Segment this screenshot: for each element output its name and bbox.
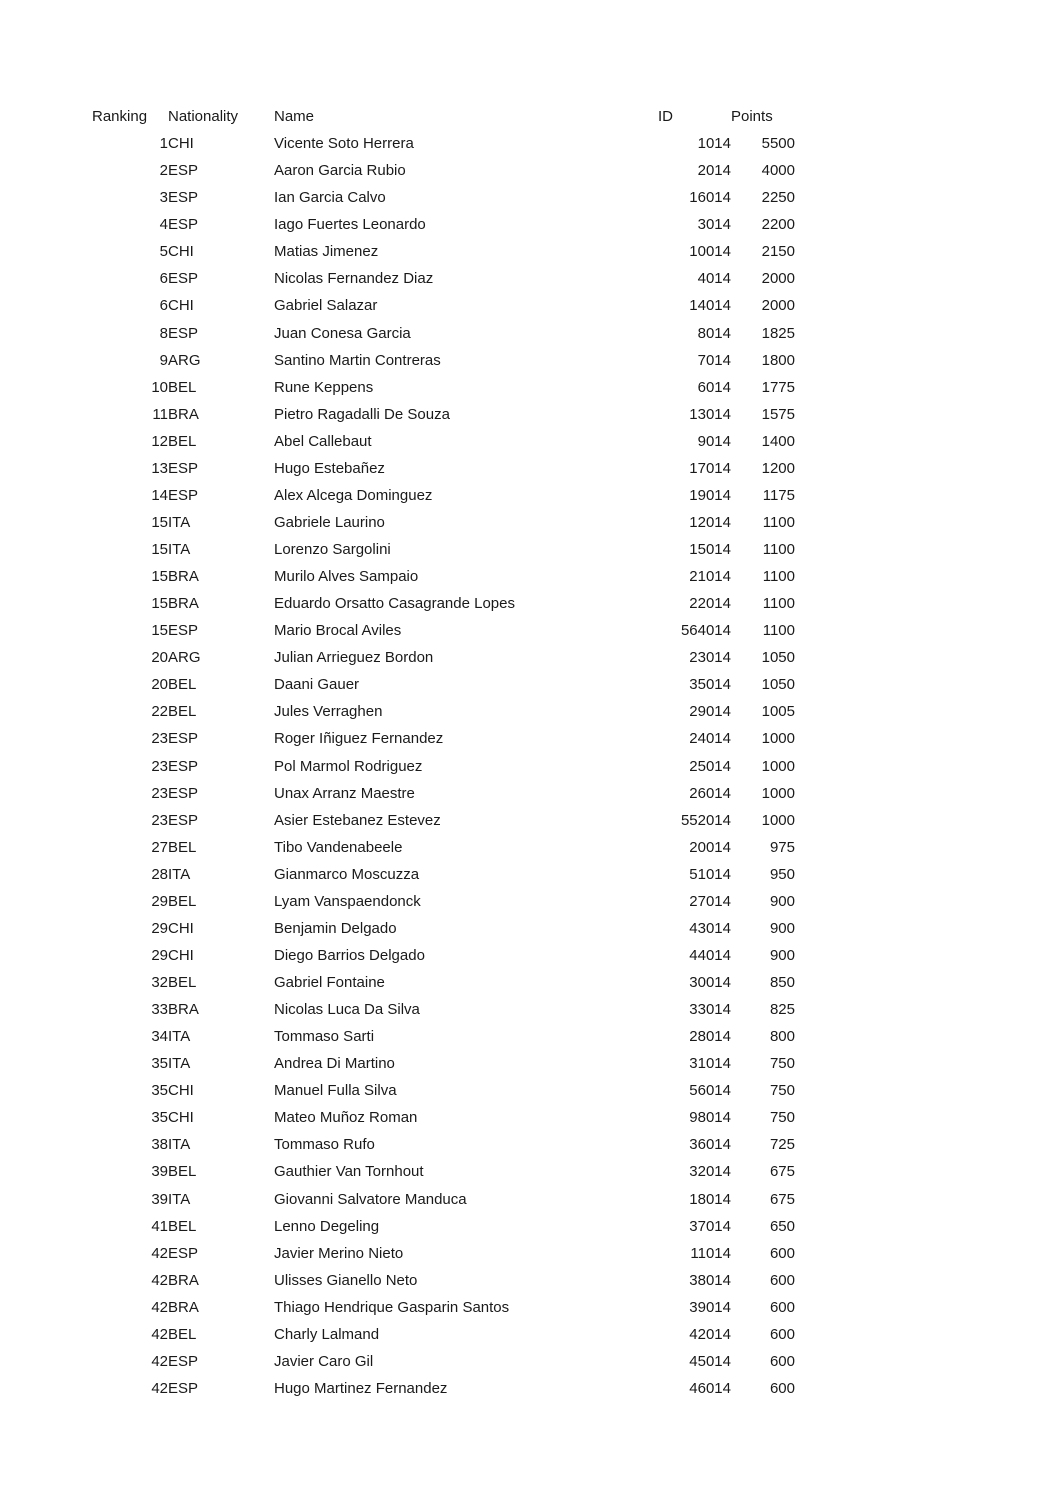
cell-id: 2014 bbox=[697, 162, 731, 180]
cell-id: 35014 bbox=[689, 676, 731, 694]
cell-nationality: ITA bbox=[168, 1190, 191, 1208]
cell-points: 900 bbox=[769, 892, 795, 910]
table-row bbox=[92, 347, 795, 374]
cell-name: Gianmarco Moscuzza bbox=[274, 865, 420, 883]
cell-nationality: BRA bbox=[168, 568, 199, 586]
cell-nationality: ESP bbox=[168, 757, 199, 775]
cell-name: Lyam Vanspaendonck bbox=[274, 892, 421, 910]
cell-name: Aaron Garcia Rubio bbox=[274, 162, 406, 180]
cell-points: 1000 bbox=[761, 784, 795, 802]
cell-name: Thiago Hendrique Gasparin Santos bbox=[274, 1298, 510, 1316]
cell-ranking: 13 bbox=[151, 459, 168, 477]
cell-nationality: CHI bbox=[168, 1109, 194, 1127]
cell-ranking: 15 bbox=[151, 513, 168, 531]
cell-name: Daani Gauer bbox=[274, 676, 360, 694]
cell-id: 37014 bbox=[689, 1217, 731, 1235]
table-row bbox=[92, 1213, 795, 1240]
cell-name: Tommaso Rufo bbox=[274, 1136, 375, 1154]
cell-points: 650 bbox=[769, 1217, 795, 1235]
table-row bbox=[92, 915, 795, 942]
table-row bbox=[92, 455, 795, 482]
cell-nationality: BEL bbox=[168, 703, 197, 721]
cell-ranking: 4 bbox=[159, 216, 168, 234]
cell-ranking: 8 bbox=[159, 324, 168, 342]
cell-id: 98014 bbox=[689, 1109, 731, 1127]
cell-nationality: CHI bbox=[168, 1082, 194, 1100]
table-row bbox=[92, 374, 795, 401]
cell-name: Mateo Muñoz Roman bbox=[274, 1109, 418, 1127]
cell-id: 21014 bbox=[689, 568, 731, 586]
table-row bbox=[92, 617, 795, 644]
cell-name: Unax Arranz Maestre bbox=[274, 784, 415, 802]
cell-ranking: 35 bbox=[151, 1109, 168, 1127]
cell-ranking: 42 bbox=[151, 1325, 168, 1343]
cell-points: 5500 bbox=[761, 135, 795, 153]
cell-points: 675 bbox=[769, 1163, 795, 1181]
table-row bbox=[92, 1348, 795, 1375]
cell-points: 1575 bbox=[761, 405, 795, 423]
column-header-name: Name bbox=[274, 108, 315, 125]
cell-name: Gabriele Laurino bbox=[274, 513, 385, 531]
table-row bbox=[92, 563, 795, 590]
cell-nationality: ESP bbox=[168, 1244, 199, 1262]
table-row bbox=[92, 888, 795, 915]
cell-ranking: 14 bbox=[151, 486, 168, 504]
cell-points: 750 bbox=[769, 1109, 795, 1127]
table-row bbox=[92, 1267, 795, 1294]
cell-nationality: BEL bbox=[168, 1163, 197, 1181]
cell-nationality: CHI bbox=[168, 243, 194, 261]
cell-points: 1000 bbox=[761, 757, 795, 775]
cell-nationality: ITA bbox=[168, 865, 191, 883]
cell-nationality: ARG bbox=[168, 351, 201, 369]
cell-name: Ulisses Gianello Neto bbox=[274, 1271, 418, 1289]
cell-nationality: ESP bbox=[168, 270, 199, 288]
cell-ranking: 1 bbox=[159, 135, 168, 153]
cell-name: Charly Lalmand bbox=[274, 1325, 380, 1343]
cell-points: 1005 bbox=[761, 703, 795, 721]
table-row bbox=[92, 1104, 795, 1131]
cell-nationality: ESP bbox=[168, 1379, 199, 1397]
cell-id: 36014 bbox=[689, 1136, 731, 1154]
cell-points: 1175 bbox=[762, 486, 795, 504]
cell-nationality: ITA bbox=[168, 1055, 191, 1073]
cell-points: 1100 bbox=[762, 541, 795, 558]
cell-id: 564014 bbox=[680, 622, 731, 640]
cell-points: 1050 bbox=[761, 676, 795, 694]
cell-nationality: CHI bbox=[168, 297, 194, 315]
cell-id: 29014 bbox=[689, 703, 731, 721]
table-row bbox=[92, 184, 795, 211]
table-row bbox=[92, 780, 795, 807]
cell-points: 825 bbox=[769, 1001, 795, 1019]
cell-name: Lorenzo Sargolini bbox=[274, 541, 391, 558]
cell-nationality: ITA bbox=[168, 513, 191, 531]
table-row bbox=[92, 401, 795, 428]
cell-points: 1775 bbox=[761, 378, 795, 396]
cell-points: 1800 bbox=[761, 351, 795, 369]
cell-name: Julian Arrieguez Bordon bbox=[274, 649, 434, 667]
cell-id: 39014 bbox=[689, 1298, 731, 1316]
cell-name: Roger Iñiguez Fernandez bbox=[274, 730, 444, 748]
cell-points: 1825 bbox=[761, 324, 795, 342]
cell-ranking: 41 bbox=[151, 1217, 168, 1235]
cell-ranking: 23 bbox=[151, 784, 168, 802]
column-header-ranking: Ranking bbox=[92, 108, 148, 125]
cell-ranking: 34 bbox=[151, 1028, 168, 1046]
cell-ranking: 20 bbox=[151, 676, 168, 694]
table-row bbox=[92, 1240, 795, 1267]
cell-ranking: 42 bbox=[151, 1244, 168, 1262]
cell-ranking: 11 bbox=[152, 405, 168, 423]
table-row bbox=[92, 753, 795, 780]
cell-points: 1050 bbox=[761, 649, 795, 667]
cell-name: Pol Marmol Rodriguez bbox=[274, 757, 423, 775]
cell-id: 22014 bbox=[689, 595, 731, 613]
cell-points: 4000 bbox=[761, 162, 795, 180]
cell-id: 28014 bbox=[689, 1028, 731, 1046]
cell-nationality: ARG bbox=[168, 649, 201, 667]
column-header-nationality: Nationality bbox=[168, 108, 239, 125]
cell-name: Ian Garcia Calvo bbox=[274, 189, 386, 207]
cell-points: 975 bbox=[769, 838, 795, 856]
table-row bbox=[92, 1186, 795, 1213]
table-row bbox=[92, 969, 795, 996]
cell-points: 600 bbox=[769, 1379, 795, 1397]
cell-nationality: CHI bbox=[168, 135, 194, 153]
cell-name: Vicente Soto Herrera bbox=[274, 135, 414, 153]
cell-name: Hugo Martinez Fernandez bbox=[274, 1379, 448, 1397]
cell-nationality: BEL bbox=[168, 838, 197, 856]
cell-ranking: 6 bbox=[159, 270, 168, 288]
cell-nationality: CHI bbox=[168, 946, 194, 964]
cell-nationality: BRA bbox=[168, 1271, 199, 1289]
cell-nationality: ESP bbox=[168, 811, 199, 829]
cell-name: Murilo Alves Sampaio bbox=[274, 568, 419, 586]
cell-id: 13014 bbox=[689, 405, 731, 423]
cell-name: Nicolas Luca Da Silva bbox=[274, 1001, 420, 1019]
cell-id: 8014 bbox=[697, 324, 731, 342]
cell-name: Lenno Degeling bbox=[274, 1217, 380, 1235]
table-row bbox=[92, 211, 795, 238]
cell-ranking: 42 bbox=[151, 1298, 168, 1316]
cell-points: 600 bbox=[769, 1352, 795, 1370]
table-row bbox=[92, 157, 795, 184]
cell-nationality: ESP bbox=[168, 324, 199, 342]
cell-id: 23014 bbox=[689, 649, 731, 667]
table-row bbox=[92, 698, 795, 725]
cell-points: 1100 bbox=[762, 595, 795, 613]
cell-name: Giovanni Salvatore Manduca bbox=[274, 1190, 467, 1208]
cell-id: 14014 bbox=[689, 297, 731, 315]
ranking-table bbox=[92, 103, 795, 1402]
table-row bbox=[92, 320, 795, 347]
cell-name: Pietro Ragadalli De Souza bbox=[274, 405, 450, 423]
cell-name: Mario Brocal Aviles bbox=[274, 622, 402, 640]
cell-id: 16014 bbox=[689, 189, 731, 207]
cell-id: 45014 bbox=[689, 1352, 731, 1370]
cell-name: Jules Verraghen bbox=[274, 703, 383, 721]
cell-id: 20014 bbox=[689, 838, 731, 856]
table-row bbox=[92, 644, 795, 671]
cell-id: 38014 bbox=[689, 1271, 731, 1289]
column-header-id: ID bbox=[658, 108, 673, 125]
cell-nationality: BEL bbox=[168, 892, 197, 910]
table-row bbox=[92, 1131, 795, 1158]
cell-name: Gabriel Fontaine bbox=[274, 974, 385, 991]
cell-points: 900 bbox=[769, 919, 795, 937]
cell-nationality: ITA bbox=[168, 541, 191, 558]
cell-nationality: ESP bbox=[168, 189, 199, 207]
cell-ranking: 9 bbox=[159, 351, 168, 369]
cell-nationality: ESP bbox=[168, 1352, 199, 1370]
cell-points: 1100 bbox=[762, 622, 795, 640]
cell-name: Javier Merino Nieto bbox=[274, 1244, 404, 1262]
table-row bbox=[92, 292, 795, 319]
cell-ranking: 33 bbox=[151, 1001, 168, 1019]
cell-points: 2000 bbox=[761, 270, 795, 288]
table-row bbox=[92, 428, 795, 455]
cell-points: 1100 bbox=[762, 568, 795, 586]
table-row bbox=[92, 1023, 795, 1050]
cell-points: 750 bbox=[769, 1082, 795, 1100]
cell-ranking: 29 bbox=[151, 919, 168, 937]
cell-id: 26014 bbox=[689, 784, 731, 802]
table-row bbox=[92, 807, 795, 834]
cell-nationality: ESP bbox=[168, 784, 199, 802]
cell-id: 3014 bbox=[697, 216, 731, 234]
cell-name: Benjamin Delgado bbox=[274, 919, 397, 937]
cell-ranking: 23 bbox=[151, 730, 168, 748]
cell-id: 43014 bbox=[689, 919, 731, 937]
cell-id: 33014 bbox=[689, 1001, 731, 1019]
table-row bbox=[92, 482, 795, 509]
cell-points: 2250 bbox=[761, 189, 795, 207]
cell-ranking: 20 bbox=[151, 649, 168, 667]
table-row bbox=[92, 265, 795, 292]
cell-id: 25014 bbox=[689, 757, 731, 775]
cell-nationality: ESP bbox=[168, 730, 199, 748]
table-row bbox=[92, 1050, 795, 1077]
table-row bbox=[92, 1375, 795, 1402]
cell-ranking: 42 bbox=[151, 1271, 168, 1289]
cell-ranking: 6 bbox=[159, 297, 168, 315]
column-header-points: Points bbox=[731, 108, 773, 125]
cell-id: 9014 bbox=[697, 432, 731, 450]
cell-nationality: ESP bbox=[168, 216, 199, 234]
table-row bbox=[92, 1077, 795, 1104]
cell-nationality: ESP bbox=[168, 622, 199, 640]
cell-id: 44014 bbox=[689, 946, 731, 964]
cell-id: 18014 bbox=[689, 1190, 731, 1208]
cell-nationality: ESP bbox=[168, 486, 199, 504]
cell-id: 1014 bbox=[697, 135, 731, 153]
cell-id: 11014 bbox=[690, 1244, 731, 1262]
table-row bbox=[92, 671, 795, 698]
cell-ranking: 15 bbox=[151, 622, 168, 640]
cell-name: Tibo Vandenabeele bbox=[274, 838, 403, 856]
cell-points: 600 bbox=[769, 1298, 795, 1316]
cell-ranking: 28 bbox=[151, 865, 168, 883]
cell-ranking: 27 bbox=[151, 838, 168, 856]
cell-points: 1200 bbox=[761, 459, 795, 477]
cell-ranking: 23 bbox=[151, 811, 168, 829]
cell-id: 7014 bbox=[697, 351, 731, 369]
cell-ranking: 38 bbox=[151, 1136, 168, 1154]
cell-ranking: 15 bbox=[151, 568, 168, 586]
cell-nationality: BEL bbox=[168, 378, 197, 396]
cell-ranking: 15 bbox=[151, 595, 168, 613]
table-body bbox=[92, 130, 795, 1402]
cell-id: 15014 bbox=[689, 541, 731, 558]
cell-points: 750 bbox=[769, 1055, 795, 1073]
cell-ranking: 32 bbox=[151, 974, 168, 991]
cell-id: 24014 bbox=[689, 730, 731, 748]
cell-id: 46014 bbox=[689, 1379, 731, 1397]
table-row bbox=[92, 590, 795, 617]
cell-nationality: BEL bbox=[168, 974, 197, 991]
cell-id: 19014 bbox=[689, 486, 731, 504]
cell-id: 6014 bbox=[697, 378, 731, 396]
cell-nationality: ESP bbox=[168, 162, 199, 180]
cell-nationality: BEL bbox=[168, 1217, 197, 1235]
cell-name: Gabriel Salazar bbox=[274, 297, 378, 315]
cell-points: 600 bbox=[769, 1271, 795, 1289]
cell-id: 30014 bbox=[689, 974, 731, 991]
cell-nationality: BRA bbox=[168, 405, 199, 423]
table-header-row bbox=[92, 103, 795, 130]
cell-name: Santino Martin Contreras bbox=[274, 351, 441, 369]
cell-id: 10014 bbox=[689, 243, 731, 261]
cell-name: Javier Caro Gil bbox=[274, 1352, 374, 1370]
cell-points: 950 bbox=[769, 865, 795, 883]
cell-points: 1000 bbox=[761, 730, 795, 748]
cell-ranking: 2 bbox=[159, 162, 168, 180]
cell-name: Asier Estebanez Estevez bbox=[274, 811, 441, 829]
cell-id: 552014 bbox=[680, 811, 731, 829]
cell-name: Matias Jimenez bbox=[274, 243, 379, 261]
cell-nationality: ITA bbox=[168, 1136, 191, 1154]
cell-points: 675 bbox=[769, 1190, 795, 1208]
cell-id: 27014 bbox=[689, 892, 731, 910]
table-row bbox=[92, 1158, 795, 1185]
cell-points: 2150 bbox=[761, 243, 795, 261]
cell-points: 2000 bbox=[761, 297, 795, 315]
cell-id: 51014 bbox=[689, 865, 731, 883]
cell-nationality: ESP bbox=[168, 459, 199, 477]
cell-id: 32014 bbox=[689, 1163, 731, 1181]
table-row bbox=[92, 536, 795, 563]
cell-nationality: ITA bbox=[168, 1028, 191, 1046]
table-row bbox=[92, 130, 795, 157]
cell-id: 12014 bbox=[689, 513, 731, 531]
cell-name: Diego Barrios Delgado bbox=[274, 946, 425, 964]
cell-nationality: BEL bbox=[168, 432, 197, 450]
cell-nationality: BRA bbox=[168, 595, 199, 613]
cell-id: 42014 bbox=[689, 1325, 731, 1343]
table-row bbox=[92, 509, 795, 536]
cell-name: Andrea Di Martino bbox=[274, 1055, 395, 1073]
table-row bbox=[92, 1294, 795, 1321]
table-row bbox=[92, 238, 795, 265]
cell-ranking: 12 bbox=[151, 432, 168, 450]
cell-nationality: CHI bbox=[168, 919, 194, 937]
cell-ranking: 42 bbox=[151, 1352, 168, 1370]
cell-ranking: 29 bbox=[151, 946, 168, 964]
cell-ranking: 42 bbox=[151, 1379, 168, 1397]
cell-id: 17014 bbox=[689, 459, 731, 477]
cell-points: 850 bbox=[769, 974, 795, 991]
table-row bbox=[92, 1321, 795, 1348]
cell-name: Alex Alcega Dominguez bbox=[274, 486, 433, 504]
cell-nationality: BRA bbox=[168, 1298, 199, 1316]
cell-points: 1400 bbox=[761, 432, 795, 450]
cell-id: 56014 bbox=[689, 1082, 731, 1100]
cell-ranking: 39 bbox=[151, 1163, 168, 1181]
table-row bbox=[92, 996, 795, 1023]
cell-name: Eduardo Orsatto Casagrande Lopes bbox=[274, 595, 515, 613]
cell-name: Juan Conesa Garcia bbox=[274, 324, 411, 342]
ranking-sheet bbox=[92, 103, 795, 1402]
cell-ranking: 5 bbox=[159, 243, 168, 261]
cell-name: Tommaso Sarti bbox=[274, 1028, 375, 1046]
cell-points: 800 bbox=[769, 1028, 795, 1046]
cell-name: Hugo Estebañez bbox=[274, 459, 385, 477]
cell-name: Iago Fuertes Leonardo bbox=[274, 216, 426, 234]
cell-nationality: BEL bbox=[168, 1325, 197, 1343]
cell-nationality: BEL bbox=[168, 676, 197, 694]
cell-ranking: 10 bbox=[151, 378, 168, 396]
cell-ranking: 23 bbox=[151, 757, 168, 775]
cell-name: Manuel Fulla Silva bbox=[274, 1082, 397, 1100]
cell-ranking: 29 bbox=[151, 892, 168, 910]
cell-ranking: 39 bbox=[151, 1190, 168, 1208]
cell-name: Nicolas Fernandez Diaz bbox=[274, 270, 434, 288]
cell-points: 2200 bbox=[761, 216, 795, 234]
cell-points: 600 bbox=[769, 1325, 795, 1343]
cell-points: 1100 bbox=[762, 513, 795, 531]
cell-ranking: 15 bbox=[151, 541, 168, 558]
cell-ranking: 3 bbox=[159, 189, 168, 207]
table-row bbox=[92, 834, 795, 861]
cell-id: 31014 bbox=[689, 1055, 731, 1073]
cell-name: Abel Callebaut bbox=[274, 432, 372, 450]
cell-id: 4014 bbox=[697, 270, 731, 288]
cell-points: 900 bbox=[769, 946, 795, 964]
cell-ranking: 35 bbox=[151, 1082, 168, 1100]
cell-points: 600 bbox=[769, 1244, 795, 1262]
cell-ranking: 22 bbox=[151, 703, 168, 721]
cell-name: Rune Keppens bbox=[274, 378, 374, 396]
cell-points: 1000 bbox=[761, 811, 795, 829]
table-row bbox=[92, 861, 795, 888]
cell-points: 725 bbox=[769, 1136, 795, 1154]
cell-name: Gauthier Van Tornhout bbox=[274, 1163, 424, 1181]
cell-nationality: BRA bbox=[168, 1001, 199, 1019]
table-row bbox=[92, 942, 795, 969]
cell-ranking: 35 bbox=[151, 1055, 168, 1073]
table-row bbox=[92, 725, 795, 752]
